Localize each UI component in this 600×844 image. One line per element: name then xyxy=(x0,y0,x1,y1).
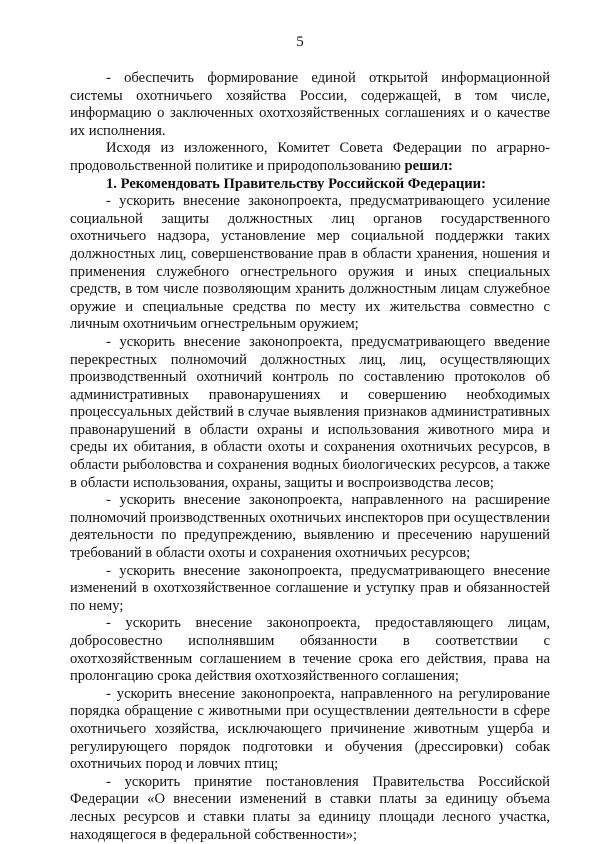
document-body xyxy=(70,70,550,844)
committee-text: Исходя из изложенного, Комитет Совета Федерации по аграрно-продовольственной политике и природопользованию xyxy=(70,140,550,174)
recommendation-heading: 1. Рекомендовать Правительству Российской Федерации: xyxy=(106,175,486,192)
paragraph-animal-treatment: - ускорить внесение законопроекта, направленного на регулирование порядка обращение с животными при осуществлении деятельности в сфере охотничьего хозяйства, исключающего причинение животным ущерба и регулирующего порядок подготовки и обучения (дрессировки) собак охотничьих пород и ловчих птиц; xyxy=(70,685,550,773)
paragraph-committee-decision xyxy=(70,140,550,175)
paragraph-forest-payment-rates: - ускорить принятие постановления Правительства Российской Федерации «О внесении изменений в ставки платы за единицу объема лесных ресурсов и ставки платы за единицу площади лесного участка, находящегося в федеральной собственности»; xyxy=(70,773,550,843)
paragraph-inspectors-powers: - ускорить внесение законопроекта, направленного на расширение полномочий производственных охотничьих инспекторов при осуществлении деятельности по предупреждению, выявлению и пресечению нарушений требований в области охоты и сохранения охотничьих ресурсов; xyxy=(70,492,550,562)
paragraph-cross-powers: - ускорить внесение законопроекта, предусматривающего введение перекрестных полномочий должностных лиц, лиц, осуществляющих производственный охотничий контроль по составлению протоколов об административных правонарушениях и совершению необходимых процессуальных действий в случае выявления признаков административных правонарушений в области охраны и использования животного мира и среды их обитания, в области охоты и сохранения охотничьих ресурсов, в области рыболовства и сохранения водных биологических ресурсов, а также в области использования, охраны, защиты и воспроизводства лесов; xyxy=(70,333,550,491)
page-number: 5 xyxy=(296,34,304,50)
decision-word: решил: xyxy=(404,157,453,174)
paragraph-agreement-prolongation: - ускорить внесение законопроекта, предоставляющего лицам, добросовестно исполнявшим обязанности в соответствии с охотхозяйственным соглашением в течение срока его действия, права на пролонгацию срока действия охотхозяйственного соглашения; xyxy=(70,615,550,685)
paragraph-social-protection: - ускорить внесение законопроекта, предусматривающего усиление социальной защиты должностных лиц органов государственного охотничьего надзора, установление мер социальной поддержки таких должностных лиц, совершенствование прав в области хранения, ношения и применения служебного огнестрельного оружия и иных специальных средств, в том числе позволяющим хранить должностным лицам служебное оружие и специальные средства по месту их жительства совместно с личным охотничьим огнестрельным оружием; xyxy=(70,193,550,333)
paragraph-agreement-changes: - ускорить внесение законопроекта, предусматривающего внесение изменений в охотхозяйственное соглашение и уступку прав и обязанностей по нему; xyxy=(70,562,550,614)
paragraph-information-system: - обеспечить формирование единой открытой информационной системы охотничьего хозяйства России, содержащей, в том числе, информацию о заключенных охотхозяйственных соглашениях и о качестве их исполнения. xyxy=(70,70,550,139)
paragraph-recommendation-heading xyxy=(70,176,550,194)
